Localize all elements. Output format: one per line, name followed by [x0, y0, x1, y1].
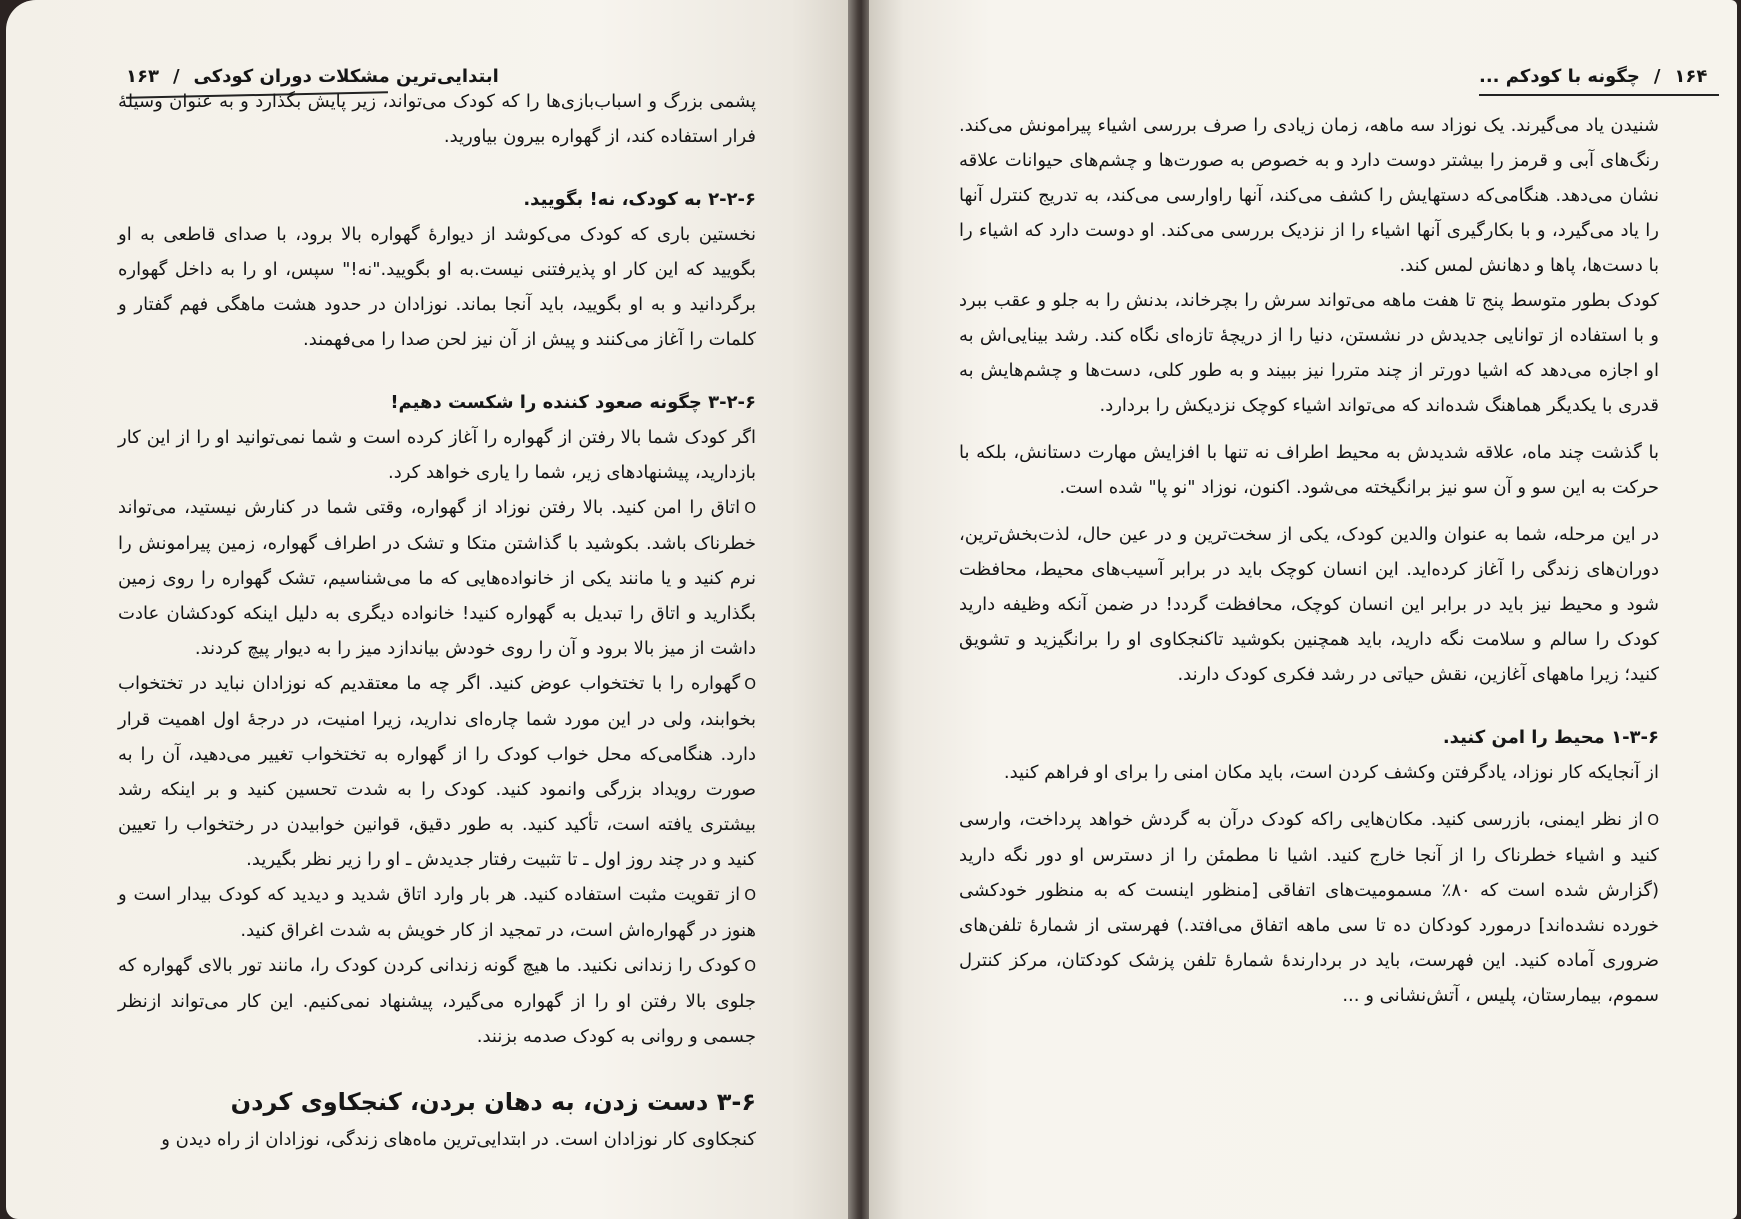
running-title: ابتدایی‌ترین مشکلات دوران کودکی	[193, 65, 499, 87]
bullet-item	[118, 877, 756, 948]
book-gutter	[848, 0, 870, 1219]
bullet-text: از نظر ایمنی، بازرسی کنید. مکان‌هایی راکه کودک درآن به گردش خواهد پرداخت، وارسی کنید و اشیاء خطرناک را از آنجا خارج کنید. اشیا نا مطمئن را از دسترس او دور نگه دارید (گزارش شده است که ۸۰٪ مسمومیت‌های اتفاقی [منظور اینست که به منظور خودکشی خورده نشده‌اند] درمورد کودکان ده تا سی ماهه اتفاق می‌افتد.) فهرستی از شمارهٔ تلفن‌های ضروری آماده کنید. این فهرست، باید در بردارندهٔ شمارهٔ تلفن پزشک کودکتان، مرکز کنترل سموم، بیمارستان، پلیس ، آتش‌نشانی و ...	[959, 809, 1659, 1006]
running-title: چگونه با کودکم ...	[1479, 65, 1640, 87]
paragraph: کودک بطور متوسط پنج تا هفت ماهه می‌تواند سرش را بچرخاند، بدنش را به جلو و عقب ببرد و با استفاده از توانایی جدیدش در نشستن، دنیا را از دریچهٔ تازه‌ای نگاه کند. رشد بینایی‌اش به او اجازه می‌دهد که اشیا دورتر از چند متررا نیز ببیند و به طور کلی، دست‌ها و چشم‌هایش به قدری با یکدیگر هماهنگ شده‌اند که می‌تواند اشیاء کوچک نزدیکش را بردارد.	[959, 290, 1659, 416]
section-heading	[959, 720, 1659, 755]
section-heading	[118, 385, 756, 420]
section-title: به کودک، نه! بگویید.	[523, 189, 702, 210]
section-heading-major	[118, 1082, 756, 1122]
bullet-circle-icon: O	[1647, 811, 1659, 829]
bullet-text: گهواره را با تختخواب عوض کنید. اگر چه ما معتقدیم که نوزادان نباید در تختخواب بخوابند، ولی در این مورد شما چاره‌ای ندارید، زیرا امنیت، در درجهٔ اول اهمیت قرار دارد. هنگامی‌که محل خواب کودک را از گهواره به تختخواب تغییر می‌دهید، آن را به صورت رویداد بزرگی وانمود کنید. کودک را به شدت تحسین کنید و بر اینکه رشد بیشتری یافته است، تأکید کنید. به طور دقیق، قوانین خوابیدن در رختخواب را تعیین کنید و در چند روز اول ـ تا تثبیت رفتار جدیدش ـ او را زیر نظر بگیرید.	[118, 673, 756, 870]
bullet-circle-icon: O	[744, 957, 756, 975]
paragraph: اگر کودک شما بالا رفتن از گهواره را آغاز کرده است و شما نمی‌توانید او را از این کار بازدارید، پیشنهادهای زیر، شما را یاری خواهد کرد.	[118, 427, 756, 483]
section-title: دست زدن، به دهان بردن، کنجکاوی کردن	[230, 1088, 709, 1116]
body-text	[118, 84, 756, 1157]
header-separator: /	[172, 65, 180, 87]
right-page	[869, 0, 1737, 1219]
paragraph: شنیدن یاد می‌گیرند. یک نوزاد سه ماهه، زمان زیادی را صرف بررسی اشیاء پیرامونش می‌کند. رنگ‌های آبی و قرمز را بیشتر دوست دارد و به خصوص به صورت‌ها و چشم‌های حیوانات علاقه نشان می‌دهد. هنگامی‌که دستهایش را کشف می‌کند، آنها راوارسی می‌کند، به تدریج کنترل آنها را یاد می‌گیرد، و با بکارگیری آنها اشیاء را از نزدیک بررسی می‌کند. او دوست دارد که اشیاء را با دست‌ها، پاها و دهانش لمس کند.	[959, 115, 1659, 276]
bullet-item	[118, 490, 756, 666]
section-heading	[118, 182, 756, 217]
paragraph: با گذشت چند ماه، علاقه شدیدش به محیط اطراف نه تنها با افزایش مهارت دستانش، بلکه با حرکت به این سو و آن سو نیز برانگیخته می‌شود. اکنون، نوزاد "نو پا" شده است.	[959, 442, 1659, 498]
section-number: ۱-۳-۶	[1611, 727, 1659, 748]
paragraph: در این مرحله، شما به عنوان والدین کودک، یکی از سخت‌ترین و در عین حال، لذت‌بخش‌ترین، دوران‌های زندگی را آغاز کرده‌اید. این انسان کوچک باید در برابر آسیب‌های محیط، محافظت شود و محیط نیز باید در برابر این انسان کوچک، محافظت گردد! در ضمن آنکه وظیفه دارید کودک را سالم و سلامت نگه دارید، باید همچنین بکوشید تاکنجکاوی او را برانگیزید و تشویق کنید؛ زیرا ماههای آغازین، نقش حیاتی در رشد فکری کودک دارند.	[959, 524, 1659, 685]
bullet-circle-icon: O	[744, 886, 756, 904]
section-title: محیط را امن کنید.	[1442, 727, 1605, 748]
paragraph: پشمی بزرگ و اسباب‌بازی‌ها را که کودک می‌تواند، زیر پایش بگذارد و به عنوان وسیلهٔ فرار استفاده کند، از گهواره بیرون بیاورید.	[118, 91, 756, 147]
bullet-text: از تقویت مثبت استفاده کنید. هر بار وارد اتاق شدید و دیدید که کودک بیدار است و هنوز در گهواره‌اش است، در تمجید از کار خویش به شدت اغراق کنید.	[118, 884, 756, 941]
left-page	[6, 0, 850, 1219]
paragraph: نخستین باری که کودک می‌کوشد از دیوارهٔ گهواره بالا برود، با صدای قاطعی به او بگویید که این کار او پذیرفتنی نیست.به او بگویید."نه!" سپس، او را به داخل گهواره برگردانید و به او بگویید، باید آنجا بماند. نوزادان در حدود هشت ماهگی فهم گفتار و کلمات را آغاز می‌کنند و پیش از آن نیز لحن صدا را می‌فهمند.	[118, 224, 756, 350]
bullet-circle-icon: O	[744, 499, 756, 517]
bullet-item	[118, 666, 756, 877]
section-number: ۳-۲-۶	[708, 392, 756, 413]
section-title: چگونه صعود کننده را شکست دهیم!	[390, 392, 702, 413]
bullet-circle-icon: O	[744, 675, 756, 693]
header-rule	[1479, 94, 1719, 96]
body-text	[959, 108, 1659, 1013]
bullet-text: کودک را زندانی نکنید. ما هیچ گونه زندانی کردن کودک را، مانند تور بالای گهواره که جلوی بالا رفتن او را از گهواره می‌گیرد، پیشنهاد نمی‌کنیم. این کار می‌تواند ازنظر جسمی و روانی به کودک صدمه بزنند.	[118, 955, 756, 1047]
bullet-text: اتاق را امن کنید. بالا رفتن نوزاد از گهواره، وقتی شما در کنارش نیستید، می‌تواند خطرناک باشد. بکوشید با گذاشتن متکا و تشک در اطراف گهواره، زمین پیرامونش را نرم کنید و یا مانند یکی از خانواده‌هایی که ما می‌شناسیم، تشک گهواره را روی زمین بگذارید و اتاق را تبدیل به گهواره کنید! خانواده دیگری به دلیل اینکه کودکشان عادت داشت از میز بالا برود و آن را روی خودش بیاندازد میز را به دیوار پیچ کردند.	[118, 497, 756, 659]
page-number: ۱۶۴	[1674, 65, 1708, 87]
paragraph: کنجکاوی کار نوزادان است. در ابتدایی‌ترین ماه‌های زندگی، نوزادان از راه دیدن و	[161, 1129, 756, 1150]
page-header	[1479, 58, 1707, 94]
bullet-item	[118, 948, 756, 1054]
header-separator: /	[1653, 65, 1661, 87]
page-number: ۱۶۳	[126, 65, 159, 87]
bullet-item	[959, 802, 1659, 1013]
section-number: ۲-۲-۶	[708, 189, 756, 210]
paragraph: از آنجایکه کار نوزاد، یادگرفتن وکشف کردن است، باید مکان امنی را برای او فراهم کنید.	[1003, 762, 1659, 783]
section-number: ۳-۶	[716, 1088, 756, 1116]
